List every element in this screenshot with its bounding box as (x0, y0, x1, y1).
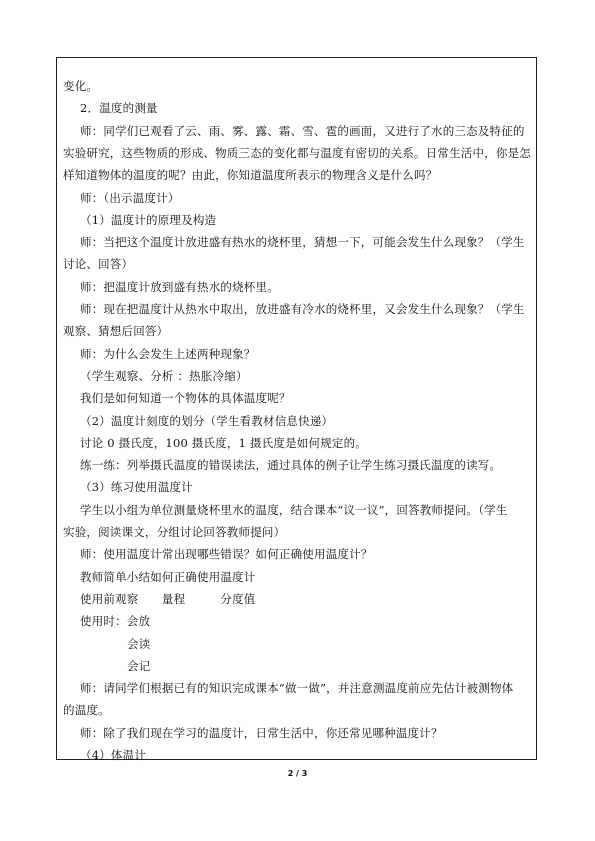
text-line: 样知道物体的温度的呢？由此，你知道温度所表示的物理含义是什么吗？ (63, 168, 438, 182)
text-line: 师：（出示温度计） (80, 191, 180, 205)
text-line: 师：为什么会发生上述两种现象？ (80, 347, 256, 361)
text-line: 观察、猜想后回答） (63, 324, 169, 338)
text-line: 教师简单小结如何正确使用温度计 (80, 570, 256, 584)
text-line: 师：同学们已观看了云、雨、雾、露、霜、雪、雹的画面，又进行了水的三态及特征的 (80, 124, 525, 138)
section-heading: 2．温度的测量 (80, 101, 158, 115)
subsection-heading: （4）体温计 (80, 748, 147, 762)
subsection-heading: （1）温度计的原理及构造 (80, 213, 217, 227)
text-line: 师：把温度计放到盛有热水的烧杯里。 (80, 280, 279, 294)
text-line: 的温度。 (63, 703, 110, 717)
text-line: 师：当把这个温度计放进盛有热水的烧杯里，猜想一下，可能会发生什么现象？（学生 (80, 235, 525, 249)
text-line: 变化。 (63, 79, 99, 93)
text-line: 师：现在把温度计从热水中取出，放进盛有冷水的烧杯里，又会发生什么现象？（学生 (80, 302, 525, 316)
text-line: 讨论 0 摄氏度，100 摄氏度，1 摄氏度是如何规定的。 (80, 436, 368, 450)
text-line: 会记 (127, 659, 151, 673)
text-line: 师：请同学们根据已有的知识完成课本“做一做”，并注意测温度前应先估计被测物体 (80, 681, 514, 695)
text-line: 使用前观察 量程 分度值 (80, 592, 256, 606)
content-frame (56, 57, 537, 760)
page-number: 2 / 3 (287, 769, 308, 778)
text-line: 师：使用温度计常出现哪些错误？如何正确使用温度计？ (80, 547, 373, 561)
text-line: 会读 (127, 637, 151, 651)
text-line: 我们是如何知道一个物体的具体温度呢？ (80, 391, 291, 405)
text-line: 实验，阅读课文，分组讨论回答教师提问） (63, 525, 286, 539)
text-line: 讨论、回答） (63, 257, 134, 271)
subsection-heading: （2）温度计刻度的划分（学生看教材信息快递） (80, 414, 334, 428)
text-line: 学生以小组为单位测量烧杯里水的温度，结合课本“议一议”，回答教师提问。（学生 (80, 503, 508, 517)
text-line: 练一练：列举摄氏温度的错误读法，通过具体的例子让学生练习摄氏温度的读写。 (80, 458, 502, 472)
subsection-heading: （3）练习使用温度计 (80, 480, 193, 494)
text-line: 使用时：会放 (80, 614, 151, 628)
text-line: （学生观察、分析 ：热胀冷缩） (80, 369, 248, 383)
text-line: 实验研究，这些物质的形成、物质三态的变化都与温度有密切的关系。日常生活中，你是怎 (63, 146, 531, 160)
text-line: 师：除了我们现在学习的温度计，日常生活中，你还常见哪种温度计？ (80, 726, 443, 740)
